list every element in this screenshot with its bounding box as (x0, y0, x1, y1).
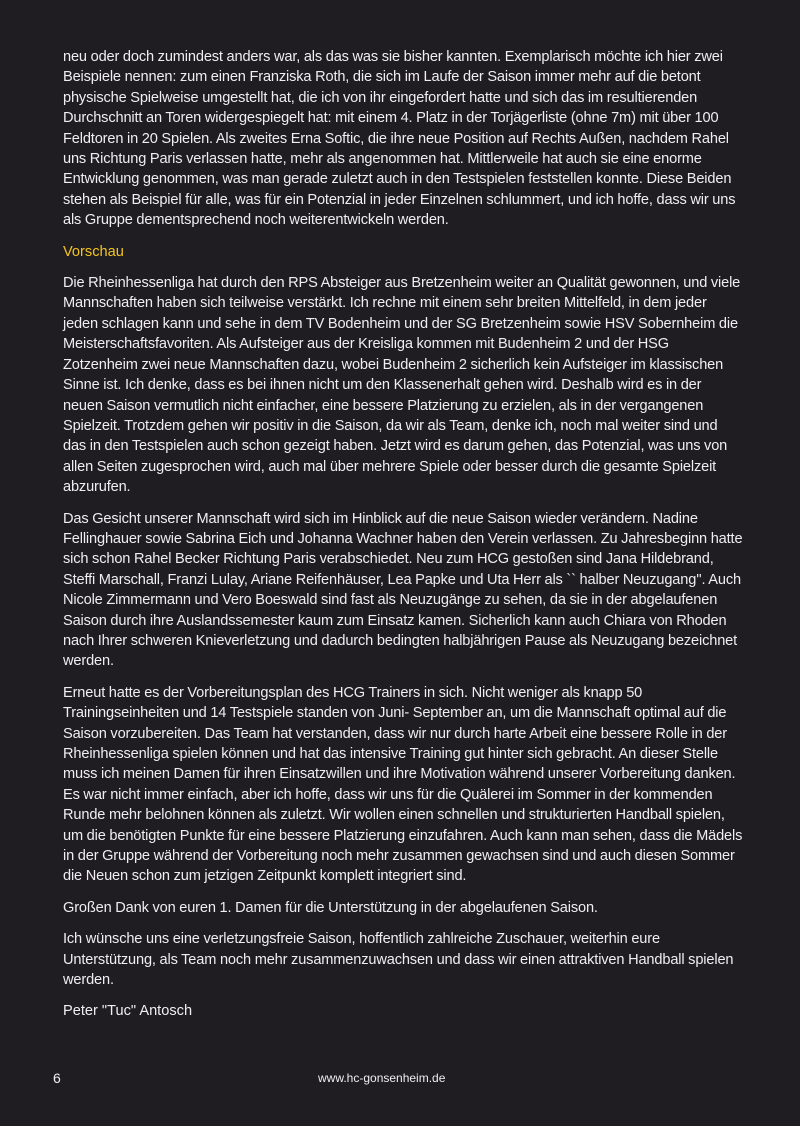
intro-paragraph: neu oder doch zumindest anders war, als das was sie bisher kannten. Exemplarisch möchte ich hier zwei Beispiele nennen: zum einen Franziska Roth, die sich im Laufe der Saison immer mehr auf die betont physische Spielweise umgestellt hat, die ich von ihr eingefordert hatte und sich das im resultierenden Durchschnitt an Toren widergespiegelt hat: mit einem 4. Platz in der Torjägerliste (ohne 7m) mit über 100 Feldtoren in 20 Spielen. Als zweites Erna Softic, die ihre neue Position auf Rechts Außen, nachdem Rahel uns Richtung Paris verlassen hatte, mehr als angenommen hat. Mittlerweile hat auch sie eine enorme Entwicklung genommen, was man gerade zuletzt auch in den Testspielen feststellen konnte. Diese Beiden stehen als Beispiel für alle, was für ein Potenzial in jeder Einzelnen schlummert, und ich hoffe, dass wir uns als Gruppe dementsprechend noch weiterentwickeln werden. (63, 49, 736, 229)
paragraph-preparation: Erneut hatte es der Vorbereitungsplan des HCG Trainers in sich. Nicht weniger als knapp 50 Trainingseinheiten und 14 Testspiele standen von Juni- September an, um die Mannschaft optimal auf die Saison vorzubereiten. Das Team hat verstanden, dass wir nur durch harte Arbeit eine bessere Rolle in der Rheinhessenliga spielen können und hat das intensive Training gut hinter sich gebracht. An dieser Stelle muss ich meinen Damen für ihren Einsatzwillen und ihre Motivation während unserer Vorbereitung danken. Es war nicht immer einfach, aber ich hoffe, dass wir uns für die Quälerei im Sommer in der kommenden Runde mehr belohnen können als zuletzt. Wir wollen einen schnellen und strukturierten Handball spielen, um die benötigten Punkte für eine bessere Platzierung einzufahren. Auch kann man sehen, dass die Mädels in der Gruppe während der Vorbereitung noch mehr zusammen gewachsen sind und auch diesen Sommer die Neuen schon zum jetzigen Zeitpunkt komplett integriert sind. (63, 684, 743, 885)
website-link[interactable]: www.hc-gonsenheim.de (318, 1071, 446, 1085)
section-heading-vorschau: Vorschau (63, 243, 124, 260)
author-signature: Peter "Tuc" Antosch (63, 1003, 193, 1020)
paragraph-thanks: Großen Dank von euren 1. Damen für die Unterstützung in der abgelaufenen Saison. (63, 899, 598, 916)
paragraph-league-outlook: Die Rheinhessenliga hat durch den RPS Absteiger aus Bretzenheim weiter an Qualität gewonnen, und viele Mannschaften haben sich teilweise verstärkt. Ich rechne mit einem sehr breiten Mittelfeld, in dem jeder jeden schlagen kann und sehe in dem TV Bodenheim und der SG Bretzenheim sowie HSV Sobernheim die Meisterschaftsfavoriten. Als Aufsteiger aus der Kreisliga kommen mit Budenheim 2 und der HSG Zotzenheim zwei neue Mannschaften dazu, wobei Budenheim 2 sicherlich kein Aufsteiger im klassischen Sinne ist. Ich denke, dass es bei ihnen nicht um den Klassenerhalt gehen wird. Deshalb wird es in der neuen Saison vermutlich nicht einfacher, eine bessere Platzierung zu erzielen, als in der vergangenen Spielzeit. Trotzdem gehen wir positiv in die Saison, da wir als Team, denke ich, noch mal weiter sind und das in den Testspielen auch schon gezeigt haben. Jetzt wird es darum gehen, das Potenzial, was uns von allen Seiten zugesprochen wird, auch mal über mehrere Spiele oder besser durch die gesamte Spielzeit abzurufen. (63, 275, 741, 496)
paragraph-wishes: Ich wünsche uns eine verletzungsfreie Saison, hoffentlich zahlreiche Zuschauer, weiterhin eure Unterstützung, als Team noch mehr zusammenzuwachsen und dass wir einen attraktiven Handball spielen werden. (63, 931, 734, 989)
page-number: 6 (53, 1070, 61, 1086)
paragraph-team-changes: Das Gesicht unserer Mannschaft wird sich im Hinblick auf die neue Saison wieder verändern. Nadine Fellinghauer sowie Sabrina Eich und Johanna Wachner haben den Verein verlassen. Zu Jahresbeginn hatte sich schon Rahel Becker Richtung Paris verabschiedet. Neu zum HCG gestoßen sind Jana Hildebrand, Steffi Marschall, Franzi Lulay, Ariane Reifenhäuser, Lea Papke und Uta Herr als `` halber Neuzugang''. Auch Nicole Zimmermann und Vero Boeswald sind fast als Neuzugänge zu sehen, da sie in der abgelaufenen Saison durch ihre Auslandssemester kaum zum Einsatz kamen. Sicherlich kann auch Chiara von Rhoden nach Ihrer schweren Knieverletzung und dadurch bedingten halbjährigen Pause als Neuzugang bezeichnet werden. (63, 510, 743, 670)
article-body (63, 47, 743, 1022)
